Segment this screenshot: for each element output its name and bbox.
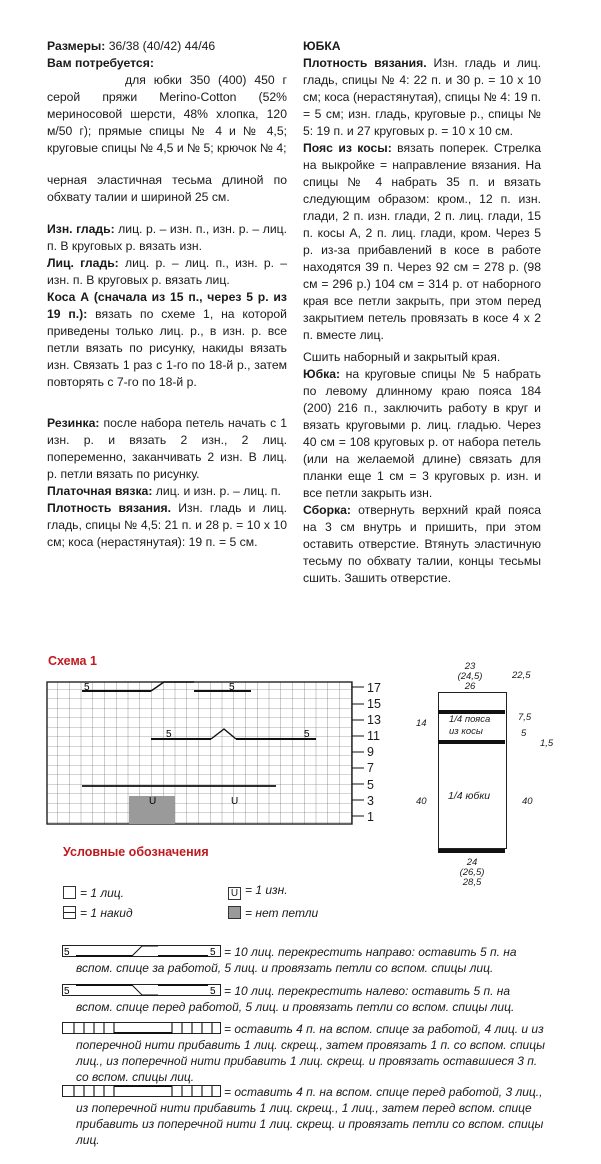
need-label — [47, 55, 287, 72]
garter — [47, 483, 287, 500]
skirt-heading — [303, 38, 541, 55]
row-13: 13 — [367, 713, 381, 728]
legend-knit — [63, 886, 124, 900]
pattern-bottom3: 28,5 — [462, 877, 482, 888]
chart-u-1: U — [149, 796, 157, 807]
legend-cable4: = оставить 4 п. на вспом. спице перед работой, 3 лиц., из поперечной нити прибавить 1 лиц. скрещ., 1 лиц., затем перед вспом. спице прибавить из поперечной нити 1 лиц. скрещ. и провязать петли со вспом. спицы лиц. — [76, 1085, 544, 1147]
row-numbers — [367, 680, 381, 825]
left-column — [47, 38, 287, 551]
sizes-line — [47, 38, 287, 55]
row-9: 9 — [367, 745, 374, 760]
row-3: 3 — [367, 793, 374, 808]
rib-text: после набора петель начать с 1 изн. р. и вязать 2 изн., 2 лиц. попеременно, заканчивать 2 изн. В лиц. р. петли вязать по рисунку. — [47, 416, 287, 481]
stockinette-label: Лиц. гладь: — [47, 256, 119, 270]
purl-symbol: U — [228, 887, 241, 900]
pattern-top3: 26 — [464, 681, 476, 692]
row-17: 17 — [367, 681, 381, 695]
pattern-left-mid: 40 — [416, 796, 427, 807]
need-text: для юбки 350 (400) 450 г серой пряжи Merino-Cotton (52% мериносовой шерсти, 48% хлопка, 120 м/50 г); прямые спицы № 4 и № 4,5; круговые спицы № 4,5 и № 5; крючок № 4; — [47, 73, 287, 155]
pattern-skirt-bottom — [438, 849, 505, 853]
schema-title: Схема 1 — [48, 654, 97, 668]
legend-nostitch — [228, 906, 318, 920]
belt — [303, 140, 541, 344]
stockinette-rev-text: лиц. р. – изн. п., изн. р. – лиц. п. В круговых р. вязать изн. — [47, 222, 287, 253]
chart-u-2: U — [231, 796, 239, 807]
chart-five-2: 5 — [229, 682, 235, 693]
row-15: 15 — [367, 697, 381, 712]
pattern-left-top: 14 — [416, 718, 427, 729]
row-11: 11 — [367, 729, 380, 744]
garter-text: лиц. и изн. р. – лиц. п. — [155, 484, 281, 498]
pattern-right-mid: 40 — [522, 796, 533, 807]
stockinette-text: лиц. р. – лиц. п., изн. р. – изн. п. В круговых р. вязать лиц. — [47, 256, 288, 287]
stockinette — [47, 255, 287, 289]
skirt-gauge — [303, 55, 541, 140]
pattern-right-c: 1,5 — [540, 738, 554, 749]
svg-text:5: 5 — [64, 947, 70, 957]
svg-text:5: 5 — [64, 986, 70, 996]
sizes-value: 36/38 (40/42) 44/46 — [108, 39, 216, 53]
pattern-right-b: 5 — [521, 728, 527, 739]
skirt-text: на круговые спицы № 5 набрать по левому длинному краю пояса 184 (200) 216 п., заключить работу в круг и вязать круговыми р. лиц. гладью. Через 40 см = 108 круговых р. от набора петель (или на желаемой длине) связать для планки еще 1 см = 3 круговых р. изн. и все петли закрыть изн. — [303, 367, 541, 500]
skirt-body — [303, 366, 541, 502]
sizes-label: Размеры: — [47, 39, 106, 53]
pattern-diagram — [400, 661, 570, 888]
nostitch-symbol — [228, 906, 241, 919]
legend-cable1: = 10 лиц. перекрестить направо: оставить 5 п. на вспом. спице за работой, 5 лиц. и провязать петли со вспом. спицы лиц. — [76, 945, 517, 975]
chart-grid — [47, 682, 352, 824]
legend-knit-text: = 1 лиц. — [80, 886, 124, 900]
legend-purl-text: = 1 изн. — [245, 883, 288, 897]
skirt-gauge-label: Плотность вязания. — [303, 56, 427, 70]
pattern-top: 23 — [464, 661, 476, 672]
need-label-text: Вам потребуется: — [47, 56, 154, 70]
legend-purl — [228, 883, 288, 900]
stockinette-rev — [47, 221, 287, 255]
gauge — [47, 500, 287, 551]
legend-yo — [63, 906, 133, 920]
row-7: 7 — [367, 761, 374, 776]
pattern-right-a: 7,5 — [518, 712, 532, 723]
svg-text:5: 5 — [210, 986, 216, 996]
chart-five-3: 5 — [166, 729, 172, 740]
elastic-text: черная эластичная тесьма длиной по обхвату талии и шириной 25 см. — [47, 173, 287, 204]
cable-a — [47, 289, 287, 391]
yo-symbol — [63, 906, 76, 919]
belt-text: вязать поперек. Стрелка на выкройке = направление вязания. На спицы № 4 набрать 35 п. и вязать следующим образом: кром., 12 п. изн. глади, 2 п. изн. глади, 2 п. лиц. глади, 15 п. косы А, 2 п. лиц. глади, кром. Через 5 р. из-за прибавлений в косе в работе находятся 39 п. Через 92 см = 278 р. (98 см = 296 р.) 104 см = 314 р. от наборного края все петли закрыть, при этом перед закрытием петель провязать в косе 4 х 2 п. вместе лиц. — [303, 141, 541, 342]
pattern-bottom-measure — [454, 858, 490, 888]
cable-chart — [46, 680, 386, 828]
pattern-belt-label1: 1/4 пояса — [449, 714, 491, 725]
gauge-label: Плотность вязания. — [47, 501, 172, 515]
right-column — [303, 38, 541, 587]
legend-title: Условные обозначения — [63, 845, 209, 859]
pattern-bottom2: (26,5) — [459, 867, 485, 878]
pattern-bottom: 24 — [466, 857, 478, 868]
assembly-text: отвернуть верхний край пояса на 3 см внутрь и пришить, при этом оставить отверстие. Втянуть эластичную тесьму по обхвату талии, концы тесьмы сшить. Зашить отверстие. — [303, 503, 541, 585]
legend-cable2: = 10 лиц. перекрестить налево: оставить 5 п. на вспом. спице перед работой, 5 лиц. и провязать петли со вспом. спицы лиц. — [76, 984, 515, 1014]
pattern-side-small: 22,5 — [512, 670, 531, 681]
pattern-top2: (24,5) — [457, 671, 483, 682]
rib — [47, 415, 287, 483]
stockinette-rev-label: Изн. гладь: — [47, 222, 115, 236]
cable-a-text: вязать по схеме 1, на которой приведены только лиц. р., в изн. р. все петли вязать по рисунку, накиды вязать изн. Связать 1 раз с 1-го по 18-й р., затем повторять с 7-го по 18-й р. — [47, 307, 287, 389]
pattern-belt-label — [449, 714, 490, 738]
skirt-label: Юбка: — [303, 367, 341, 381]
sew-text: Сшить наборный и закрытый края. — [303, 350, 501, 364]
belt-label: Пояс из косы: — [303, 141, 392, 155]
svg-text:5: 5 — [210, 947, 216, 957]
chart-five-1: 5 — [84, 682, 90, 693]
cable-a-label: Коса А (сначала из 15 п., через 5 р. из 19 п.): — [47, 290, 287, 321]
legend-cable3: = оставить 4 п. на вспом. спице за работой, 4 лиц. и из поперечной нити прибавить 1 лиц. скрещ., затем провязать 1 п. со вспом. спицы лиц., из поперечной нити прибавить 1 лиц. скрещ. и провязать оставшиеся 3 п. со вспом. спицы лиц. — [76, 1022, 545, 1084]
pattern-skirt-label: 1/4 юбки — [448, 790, 491, 802]
skirt-heading-text: ЮБКА — [303, 39, 341, 53]
pattern-top-measure — [452, 662, 488, 692]
chart-five-4: 5 — [304, 729, 310, 740]
pattern-belt-bottom — [438, 740, 505, 744]
row-5: 5 — [367, 777, 374, 792]
legend-nostitch-text: = нет петли — [245, 906, 319, 920]
pattern-belt-label2: из косы — [449, 726, 483, 737]
gauge-text: Изн. гладь и лиц. гладь, спицы № 4,5: 21 п. и 28 р. = 10 х 10 см; коса (нерастянутая): 19 п. = 5 см. — [47, 501, 287, 549]
rib-label: Резинка: — [47, 416, 100, 430]
skirt-gauge-text: Изн. гладь и лиц. гладь, спицы № 4: 22 п. и 30 р. = 10 х 10 см; коса (нерастянутая), спицы № 4: 19 п. = 5 см; изн. гладь, круговые р., спицы № 5: 19 п. и 27 круговых р. = 10 х 10 см. — [303, 56, 541, 138]
assembly — [303, 502, 541, 587]
row-1: 1 — [367, 809, 374, 824]
garter-label: Платочная вязка: — [47, 484, 153, 498]
knit-symbol — [63, 886, 76, 899]
legend-yo-text: = 1 накид — [80, 906, 133, 920]
row-ticks — [352, 687, 364, 816]
assembly-label: Сборка: — [303, 503, 351, 517]
